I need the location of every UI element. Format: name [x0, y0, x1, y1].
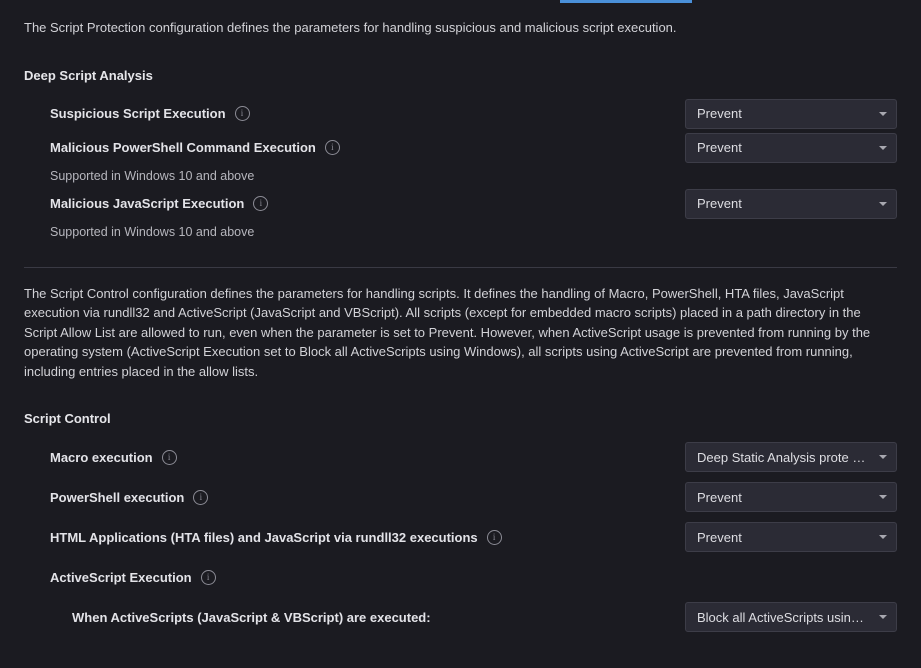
chevron-down-icon [879, 146, 887, 150]
setting-label: PowerShell execution [50, 489, 185, 505]
label-line [50, 103, 250, 125]
chevron-down-icon [879, 535, 887, 539]
row-label-wrap [24, 522, 502, 548]
select-value: Deep Static Analysis prote … [697, 449, 866, 465]
label-line [72, 606, 431, 628]
chevron-down-icon [879, 615, 887, 619]
malicious-javascript-execution-select[interactable] [685, 189, 897, 219]
setting-note: Supported in Windows 10 and above [50, 224, 255, 239]
section-divider [24, 267, 897, 268]
chevron-down-icon [879, 202, 887, 206]
setting-row-activescript-execution [24, 562, 897, 592]
chevron-down-icon [879, 112, 887, 116]
macro-execution-select[interactable] [685, 442, 897, 472]
info-icon[interactable]: i [325, 140, 340, 155]
row-label-wrap [24, 99, 250, 125]
row-label-wrap [24, 602, 431, 628]
label-line [50, 566, 216, 588]
setting-label: Suspicious Script Execution [50, 106, 226, 122]
script-control-intro: The Script Control configuration defines the parameters for handling scripts. It defines the handling of Macro, PowerShell, HTA files, JavaScript execution via rundll32 and ActiveScript (JavaScript and VBScript). All scripts (except for embedded macro scripts) placed in a path directory in the Script Allow List are allowed to run, even when the parameter is set to Prevent. However, when ActiveScript usage is prevented from running by the operating system (ActiveScript Execution set to Block all ActiveScripts using Windows), all scripts using ActiveScript are prevented from running, including entries placed in the allow lists. [24, 285, 871, 379]
active-tab-indicator [560, 0, 692, 3]
select-value: Block all ActiveScripts usin… [697, 609, 864, 625]
setting-row-malicious-javascript-execution [24, 189, 897, 241]
setting-row-when-activescripts-executed [24, 602, 897, 632]
powershell-execution-select[interactable] [685, 482, 897, 512]
setting-row-malicious-powershell-command-execution [24, 133, 897, 185]
info-icon[interactable]: i [162, 450, 177, 465]
hta-javascript-rundll32-select[interactable] [685, 522, 897, 552]
label-line [50, 137, 340, 159]
select-value: Prevent [697, 106, 742, 122]
label-line [50, 193, 268, 215]
row-label-wrap [24, 562, 216, 588]
info-icon[interactable]: i [253, 196, 268, 211]
select-value: Prevent [697, 489, 742, 505]
select-value: Prevent [697, 196, 742, 212]
setting-row-suspicious-script-execution [24, 99, 897, 129]
row-label-wrap [24, 189, 268, 241]
setting-note: Supported in Windows 10 and above [50, 168, 255, 183]
label-line [50, 526, 502, 548]
deep-script-analysis-heading: Deep Script Analysis [24, 67, 153, 83]
script-control-heading: Script Control [24, 411, 111, 427]
malicious-powershell-command-execution-select[interactable] [685, 133, 897, 163]
row-label-wrap [24, 133, 340, 185]
suspicious-script-execution-select[interactable] [685, 99, 897, 129]
setting-row-powershell-execution [24, 482, 897, 512]
row-label-wrap [24, 482, 208, 508]
setting-label: Malicious JavaScript Execution [50, 196, 245, 212]
label-line [50, 446, 177, 468]
setting-row-macro-execution [24, 442, 897, 472]
setting-row-hta-and-javascript-rundll32 [24, 522, 897, 552]
chevron-down-icon [879, 455, 887, 459]
setting-label: HTML Applications (HTA files) and JavaScript via rundll32 executions [50, 529, 478, 545]
script-protection-intro: The Script Protection configuration defines the parameters for handling suspicious and malicious script execution. [24, 20, 677, 35]
label-line [50, 486, 208, 508]
setting-label: Malicious PowerShell Command Execution [50, 140, 316, 156]
select-value: Prevent [697, 529, 742, 545]
chevron-down-icon [879, 495, 887, 499]
setting-label: Macro execution [50, 449, 153, 465]
activescript-behavior-select[interactable] [685, 602, 897, 632]
setting-label: When ActiveScripts (JavaScript & VBScript) are executed: [72, 609, 431, 625]
info-icon[interactable]: i [487, 530, 502, 545]
info-icon[interactable]: i [193, 490, 208, 505]
tab-strip [0, 0, 921, 3]
info-icon[interactable]: i [235, 106, 250, 121]
row-label-wrap [24, 442, 177, 468]
setting-label: ActiveScript Execution [50, 569, 192, 585]
info-icon[interactable]: i [201, 570, 216, 585]
select-value: Prevent [697, 140, 742, 156]
